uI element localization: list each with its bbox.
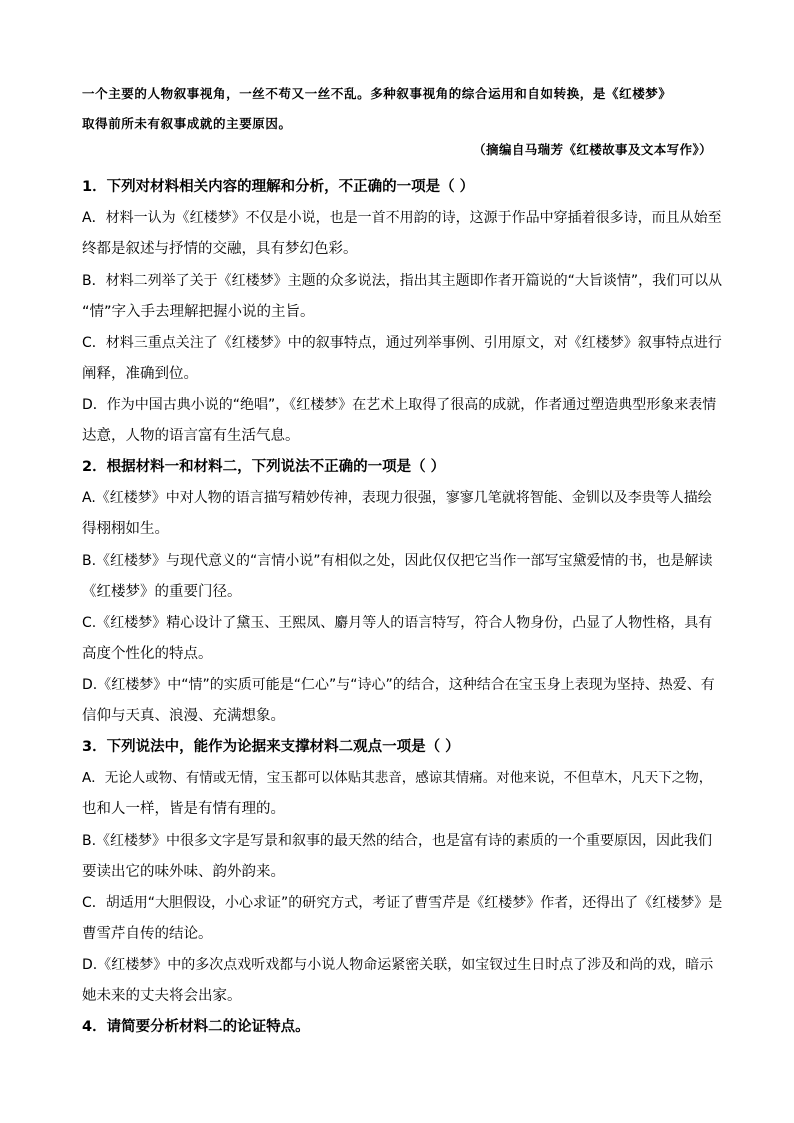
option-a-line: A．无论人或物、有情或无情，宝玉都可以体贴其悲音，感谅其情痛。对他来说，不但草木，凡天下之物， [82,770,713,786]
option-b-line: 要读出它的味外味、韵外韵来。 [82,864,285,880]
option-c-line: C．材料三重点关注了《红楼梦》中的叙事特点，通过列举事例、引用原文，对《红楼梦》叙事特点进行 [82,335,722,351]
option-a-line: 也和人一样，皆是有情有理的。 [82,801,285,817]
option-a-line: A．材料一认为《红楼梦》不仅是小说，也是一首不用韵的诗，这源于作品中穿插着很多诗，而且从始至 [82,210,722,226]
option-d-line: D.《红楼梦》中的多次点戏听戏都与小说人物命运紧密关联，如宝钗过生日时点了涉及和尚的戏，暗示 [82,957,714,973]
option-a-line: 得栩栩如生。 [82,521,169,537]
question-stem: 3．下列说法中，能作为论据来支撑材料二观点一项是（ ） [82,739,460,755]
option-a-line: A.《红楼梦》中对人物的语言描写精妙传神，表现力很强，寥寥几笔就将智能、金钏以及李贵等人描绘 [82,490,712,506]
option-c-line: 曹雪芹自传的结论。 [82,926,213,942]
option-b-line: “情”字入手去理解把握小说的主旨。 [82,304,315,320]
option-d-line: 达意，人物的语言富有生活气息。 [82,428,300,444]
passage-source: （摘编自马瑞芳《红楼故事及文本写作》） [473,142,712,157]
option-d-line: 她未来的丈夫将会出家。 [82,988,242,1004]
option-d-line: D．作为中国古典小说的“绝唱”，《红楼梦》在艺术上取得了很高的成就，作者通过塑造典型形象来表情 [82,397,717,413]
passage-line: 取得前所未有叙事成就的主要原因。 [82,116,292,131]
option-c-line: C．胡适用“大胆假设，小心求证”的研究方式，考证了曹雪芹是《红楼梦》作者，还得出了《红楼梦》是 [82,895,723,911]
option-b-line: B.《红楼梦》与现代意义的“言情小说”有相似之处，因此仅仅把它当作一部写宝黛爱情的书，也是解读 [82,553,713,569]
question-stem: 2．根据材料一和材料二，下列说法不正确的一项是（ ） [82,459,446,475]
option-a-line: 终都是叙述与抒情的交融，具有梦幻色彩。 [82,241,358,257]
option-d-line: 信仰与天真、浪漫、充满想象。 [82,708,285,724]
question-stem: 1．下列对材料相关内容的理解和分析，不正确的一项是（ ） [82,179,475,195]
question-stem: 4．请简要分析材料二的论证特点。 [82,1019,310,1035]
option-b-line: B.《红楼梦》中很多文字是写景和叙事的最天然的结合，也是富有诗的素质的一个重要原因，因此我们 [82,833,713,849]
passage-line: 一个主要的人物叙事视角，一丝不苟又一丝不乱。多种叙事视角的综合运用和自如转换，是《红楼梦》 [82,86,672,101]
option-b-line: B．材料二列举了关于《红楼梦》主题的众多说法，指出其主题即作者开篇说的“大旨谈情”，我们可以从 [82,273,723,289]
option-b-line: 《红楼梦》的重要门径。 [82,584,242,600]
option-c-line: 阐释，准确到位。 [82,366,198,382]
option-c-line: 高度个性化的特点。 [82,646,213,662]
option-d-line: D.《红楼梦》中“情”的实质可能是“仁心”与“诗心”的结合，这种结合在宝玉身上表现为坚持、热爱、有 [82,677,715,693]
option-c-line: C.《红楼梦》精心设计了黛玉、王熙凤、麝月等人的语言特写，符合人物身份，凸显了人物性格，具有 [82,615,713,631]
